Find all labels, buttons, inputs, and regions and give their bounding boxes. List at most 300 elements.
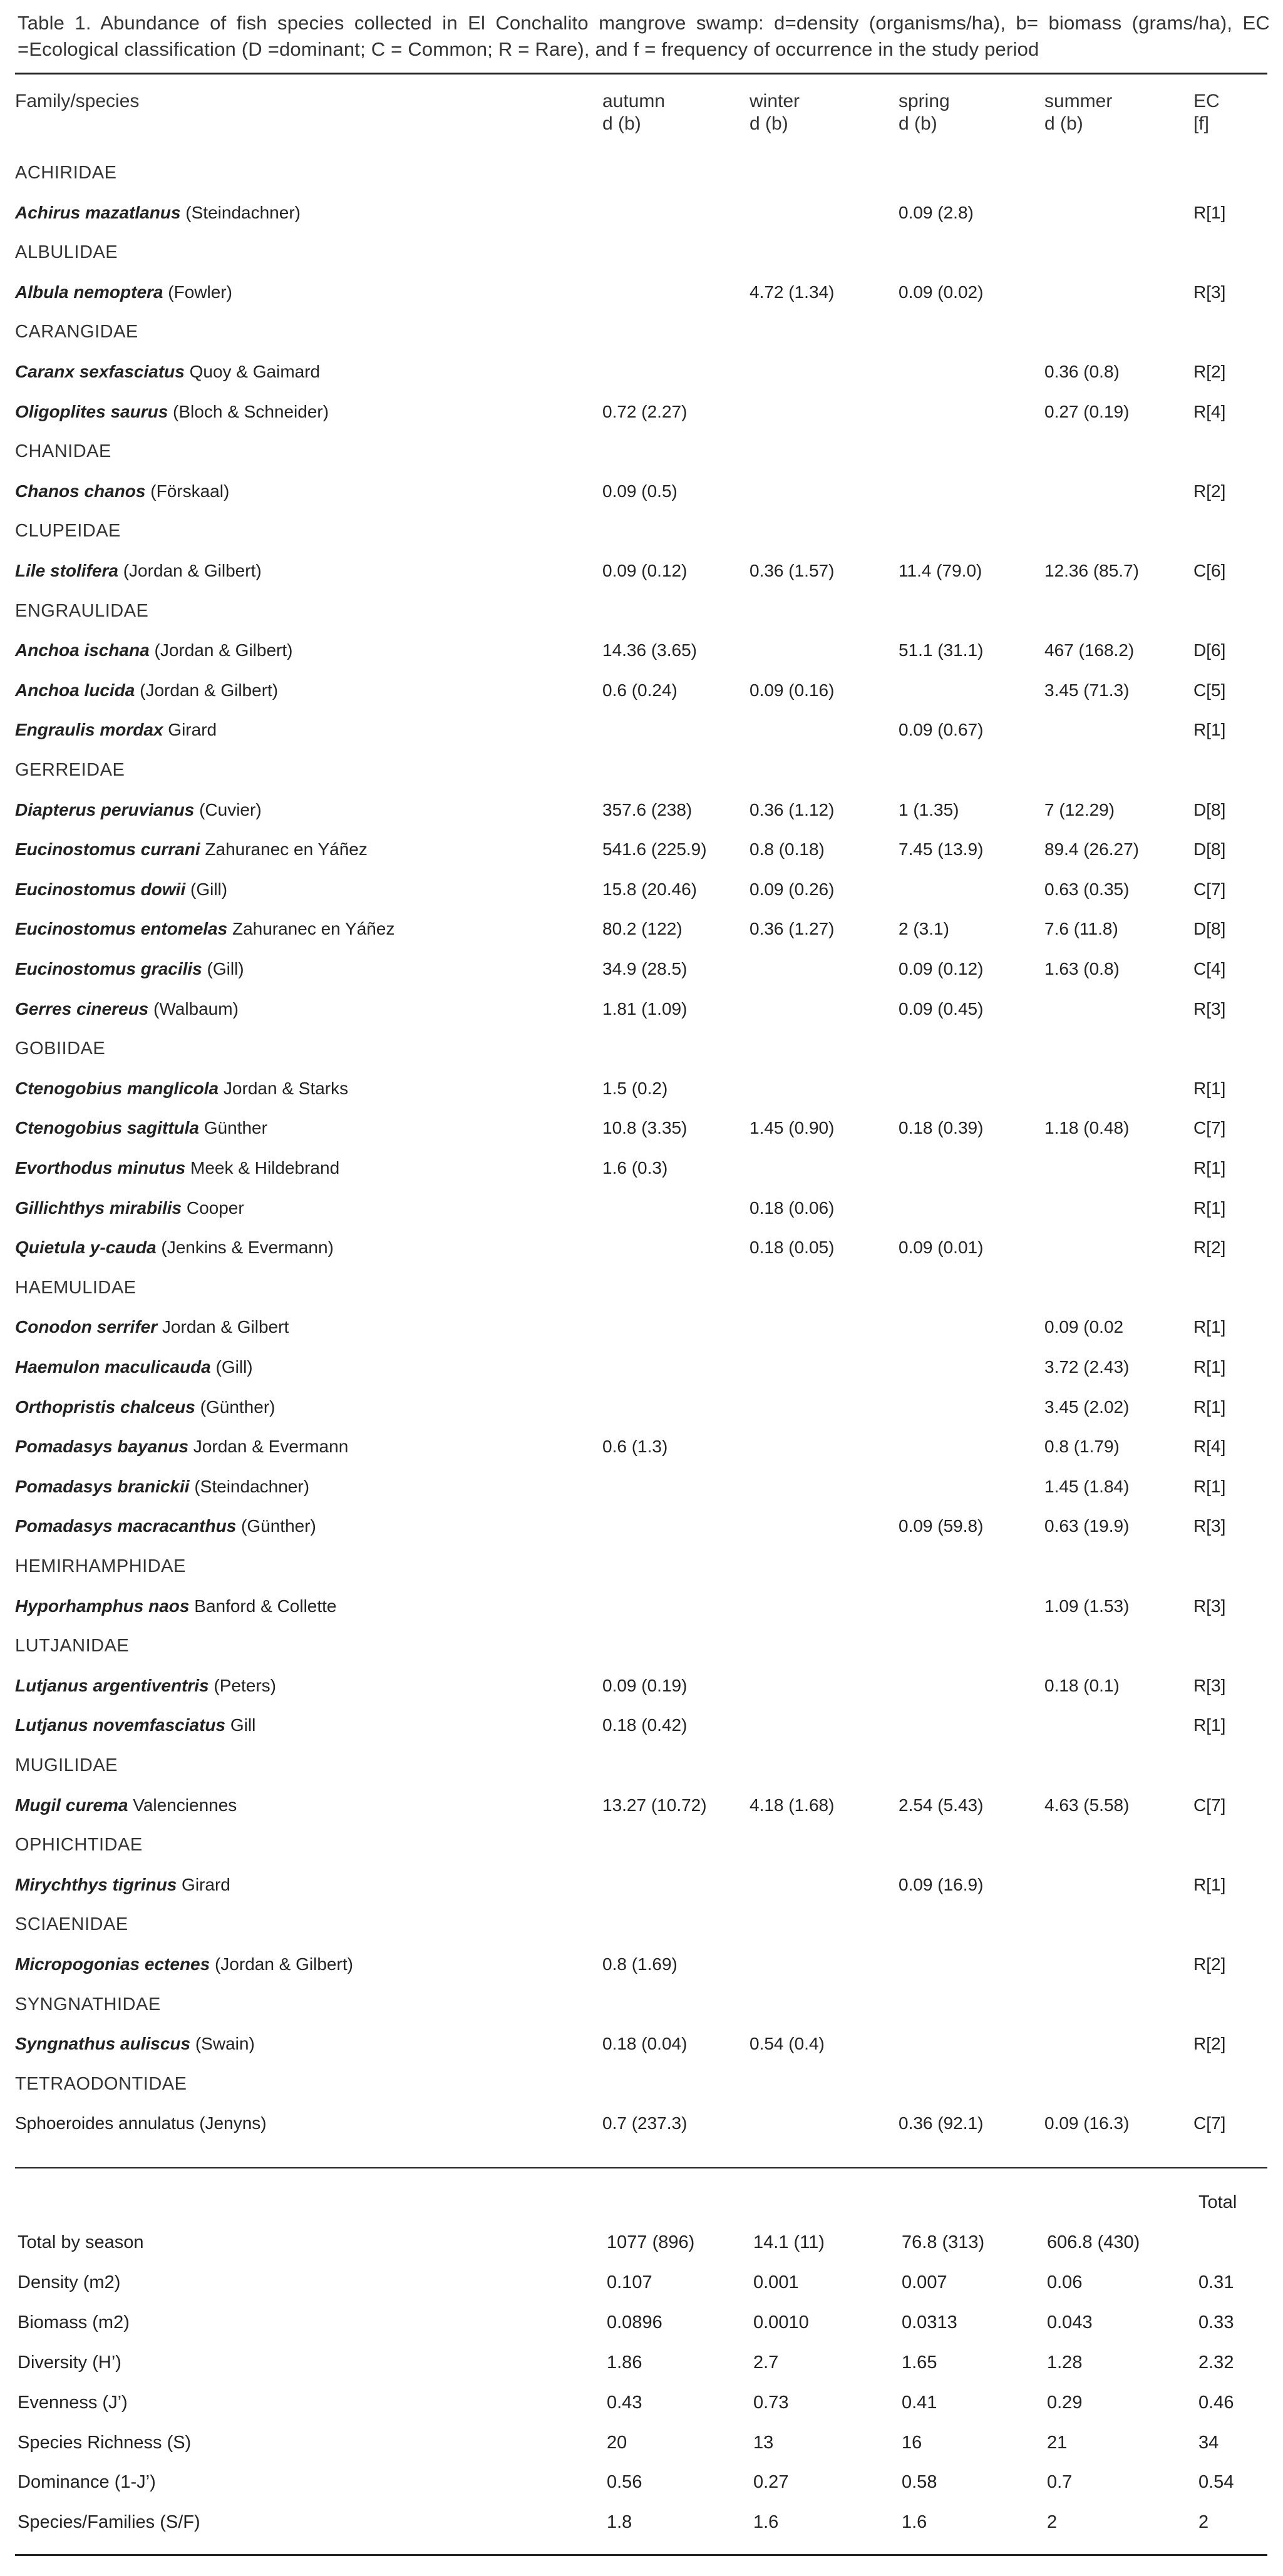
species-name: Anchoa ischana xyxy=(15,640,150,660)
autumn-value: 357.6 (238) xyxy=(602,799,693,819)
ec-value: R[3] xyxy=(1193,282,1226,302)
ec-value: R[1] xyxy=(1193,1874,1226,1894)
species-authority: (Walbaum) xyxy=(148,998,239,1019)
ec-value: C[7] xyxy=(1193,1795,1226,1815)
summer-value: 0.63 (0.35) xyxy=(1044,879,1130,899)
summary-row xyxy=(0,2502,1283,2542)
total-value: 2.32 xyxy=(1198,2352,1234,2373)
summer-value: 1.28 xyxy=(1047,2352,1083,2373)
summer-value: 0.09 (16.3) xyxy=(1044,2113,1130,2133)
species-name: Gillichthys mirabilis xyxy=(15,1198,182,1218)
header-spring xyxy=(899,88,950,140)
autumn-value: 0.72 (2.27) xyxy=(602,401,688,421)
species-name: Ctenogobius sagittula xyxy=(15,1118,199,1138)
species-row xyxy=(0,909,1283,949)
winter-value: 2.7 xyxy=(753,2352,779,2373)
summary-label: Density (m2) xyxy=(18,2272,121,2292)
species-cell xyxy=(15,352,320,392)
species-row xyxy=(0,1705,1283,1745)
winter-value: 1.6 xyxy=(753,2512,779,2533)
summary-label: Species Richness (S) xyxy=(18,2432,192,2453)
spring-value: 0.09 (0.12) xyxy=(899,959,984,978)
family-name: CLUPEIDAE xyxy=(15,521,121,541)
species-cell xyxy=(15,1506,316,1546)
ec-value: R[1] xyxy=(1193,1715,1226,1735)
summer-value: 0.09 (0.02 xyxy=(1044,1317,1124,1337)
species-row xyxy=(0,1108,1283,1148)
species-name: Lile stolifera xyxy=(15,561,118,580)
header-winter xyxy=(750,88,800,140)
autumn-value: 0.09 (0.5) xyxy=(602,481,678,501)
header-winter-label: winter xyxy=(750,91,800,111)
autumn-value: 10.8 (3.35) xyxy=(602,1118,688,1138)
species-name: Hyporhamphus naos xyxy=(15,1596,190,1616)
spring-value: 2 (3.1) xyxy=(899,919,949,939)
header-summer-sub: d (b) xyxy=(1044,113,1083,134)
species-name: Eucinostomus gracilis xyxy=(15,959,202,978)
species-cell xyxy=(15,471,229,511)
species-name: Albula nemoptera xyxy=(15,282,163,302)
summary-row xyxy=(0,2462,1283,2502)
autumn-value: 13.27 (10.72) xyxy=(602,1795,707,1815)
species-cell xyxy=(15,1387,275,1427)
summer-value: 4.63 (5.58) xyxy=(1044,1795,1130,1815)
species-authority: Jordan & Gilbert xyxy=(157,1317,289,1337)
summary-row xyxy=(0,2302,1283,2343)
top-rule xyxy=(15,73,1267,74)
species-cell xyxy=(15,1944,353,1984)
header-summer-label: summer xyxy=(1044,91,1113,111)
header-spring-label: spring xyxy=(899,91,950,111)
total-value: 0.46 xyxy=(1198,2392,1234,2413)
species-name: Evorthodus minutus xyxy=(15,1158,186,1178)
species-authority: Zahuranec en Yáñez xyxy=(200,839,368,860)
family-row xyxy=(0,1984,1283,2024)
species-row xyxy=(0,829,1283,870)
autumn-value: 0.09 (0.12) xyxy=(602,561,688,580)
family-name: GOBIIDAE xyxy=(15,1039,106,1059)
species-authority: (Jenkins & Evermann) xyxy=(156,1238,334,1258)
species-cell xyxy=(15,829,368,870)
winter-value: 0.001 xyxy=(753,2272,799,2292)
species-name: Pomadasys macracanthus xyxy=(15,1516,237,1536)
summer-value: 0.27 (0.19) xyxy=(1044,401,1130,421)
spring-value: 0.41 xyxy=(902,2392,937,2413)
species-name: Chanos chanos xyxy=(15,481,146,501)
ec-value: D[8] xyxy=(1193,919,1226,939)
species-cell xyxy=(15,1188,244,1228)
ec-value: D[8] xyxy=(1193,799,1226,819)
autumn-value: 0.7 (237.3) xyxy=(602,2113,688,2133)
summary-label: Dominance (1-J’) xyxy=(18,2472,156,2493)
species-cell xyxy=(15,1148,339,1188)
autumn-value: 0.43 xyxy=(607,2392,642,2413)
winter-value: 0.18 (0.06) xyxy=(750,1198,835,1218)
summer-value: 467 (168.2) xyxy=(1044,640,1135,660)
species-cell xyxy=(15,2024,255,2064)
ec-value: C[7] xyxy=(1193,2113,1226,2133)
family-row xyxy=(0,1029,1283,1069)
family-row xyxy=(0,2064,1283,2104)
species-name: Engraulis mordax xyxy=(15,720,163,740)
family-row xyxy=(0,1268,1283,1308)
species-authority: (Förskaal) xyxy=(145,481,230,501)
family-name: SCIAENIDAE xyxy=(15,1914,128,1935)
summer-value: 21 xyxy=(1047,2432,1068,2453)
species-authority: (Jordan & Gilbert) xyxy=(210,1954,353,1974)
species-row xyxy=(0,989,1283,1029)
summer-value: 2 xyxy=(1047,2512,1058,2533)
species-row xyxy=(0,949,1283,989)
species-name: Eucinostomus dowii xyxy=(15,879,186,899)
species-row xyxy=(0,1586,1283,1626)
spring-value: 0.09 (0.02) xyxy=(899,282,984,302)
autumn-value: 1.6 (0.3) xyxy=(602,1158,668,1178)
species-authority: (Steindachner) xyxy=(180,202,301,222)
species-cell xyxy=(15,1069,348,1109)
ec-value: R[1] xyxy=(1193,202,1226,222)
species-name: Gerres cinereus xyxy=(15,998,149,1019)
family-row xyxy=(0,511,1283,551)
species-row xyxy=(0,1467,1283,1507)
spring-value: 0.09 (0.45) xyxy=(899,998,984,1019)
summary-row xyxy=(0,2423,1283,2463)
species-name: Eucinostomus currani xyxy=(15,839,200,860)
family-row xyxy=(0,1626,1283,1666)
species-cell xyxy=(15,1108,267,1148)
spring-value: 76.8 (313) xyxy=(902,2232,985,2252)
total-value: 2 xyxy=(1198,2512,1209,2533)
summer-value: 12.36 (85.7) xyxy=(1044,561,1139,580)
species-authority: (Gill) xyxy=(185,879,228,899)
species-cell xyxy=(15,1347,253,1387)
species-name: Pomadasys bayanus xyxy=(15,1437,189,1457)
species-cell xyxy=(15,272,232,312)
species-authority: (Steindachner) xyxy=(189,1476,310,1496)
ec-value: R[2] xyxy=(1193,1954,1226,1974)
species-name: Caranx sexfasciatus xyxy=(15,362,185,381)
total-value: 0.54 xyxy=(1198,2472,1234,2493)
spring-value: 1 (1.35) xyxy=(899,799,959,819)
species-row xyxy=(0,790,1283,830)
species-row xyxy=(0,1865,1283,1905)
species-authority: (Günther) xyxy=(195,1397,276,1417)
species-cell xyxy=(15,1307,289,1347)
family-name: HEMIRHAMPHIDAE xyxy=(15,1556,186,1576)
table-header xyxy=(0,88,1283,140)
autumn-value: 15.8 (20.46) xyxy=(602,879,697,899)
summer-value: 3.45 (71.3) xyxy=(1044,680,1130,700)
family-name: TETRAODONTIDAE xyxy=(15,2073,187,2094)
autumn-value: 1.86 xyxy=(607,2352,642,2373)
species-cell xyxy=(15,1467,309,1507)
ec-value: R[1] xyxy=(1193,1317,1226,1337)
species-authority: Girard xyxy=(177,1874,230,1894)
autumn-value: 0.18 (0.04) xyxy=(602,2034,688,2054)
summer-value: 7 (12.29) xyxy=(1044,799,1115,819)
species-row xyxy=(0,392,1283,432)
species-authority: (Swain) xyxy=(190,2034,255,2054)
header-winter-sub: d (b) xyxy=(750,113,788,134)
species-row xyxy=(0,272,1283,312)
summary-total-header: Total xyxy=(1198,2192,1237,2212)
spring-value: 7.45 (13.9) xyxy=(899,839,984,860)
spring-value: 2.54 (5.43) xyxy=(899,1795,984,1815)
species-name: Mirychthys tigrinus xyxy=(15,1874,177,1894)
species-row xyxy=(0,630,1283,670)
ec-value: C[7] xyxy=(1193,879,1226,899)
autumn-value: 0.18 (0.42) xyxy=(602,1715,688,1735)
species-authority: Meek & Hildebrand xyxy=(185,1158,340,1178)
ec-value: R[2] xyxy=(1193,481,1226,501)
species-cell xyxy=(15,1427,348,1467)
ec-value: R[4] xyxy=(1193,1437,1226,1457)
species-row xyxy=(0,1347,1283,1387)
species-authority: Quoy & Gaimard xyxy=(184,362,321,381)
winter-value: 0.73 xyxy=(753,2392,789,2413)
autumn-value: 1.5 (0.2) xyxy=(602,1078,668,1098)
ec-value: R[3] xyxy=(1193,1596,1226,1616)
autumn-value: 0.8 (1.69) xyxy=(602,1954,678,1974)
autumn-value: 1.8 xyxy=(607,2512,632,2533)
species-row xyxy=(0,1148,1283,1188)
autumn-value: 0.0896 xyxy=(607,2312,662,2332)
autumn-value: 1.81 (1.09) xyxy=(602,998,688,1019)
species-row xyxy=(0,1188,1283,1228)
winter-value: 0.09 (0.16) xyxy=(750,680,835,700)
species-authority: Valenciennes xyxy=(128,1795,237,1815)
species-authority: Jordan & Starks xyxy=(219,1078,349,1098)
species-cell xyxy=(15,790,262,830)
species-row xyxy=(0,1944,1283,1984)
spring-value: 0.09 (0.67) xyxy=(899,720,984,740)
species-row xyxy=(0,870,1283,910)
summer-value: 7.6 (11.8) xyxy=(1044,919,1118,939)
header-autumn xyxy=(602,88,665,140)
spring-value: 0.09 (0.01) xyxy=(899,1238,984,1258)
winter-value: 0.36 (1.27) xyxy=(750,919,835,939)
family-row xyxy=(0,232,1283,272)
summer-value: 0.7 xyxy=(1047,2472,1073,2493)
header-ec xyxy=(1193,88,1220,140)
ec-value: R[2] xyxy=(1193,1238,1226,1258)
species-authority: (Günther) xyxy=(236,1516,316,1536)
ec-value: C[6] xyxy=(1193,561,1226,580)
winter-value: 4.18 (1.68) xyxy=(750,1795,835,1815)
autumn-value: 0.6 (0.24) xyxy=(602,680,678,700)
species-cell xyxy=(15,1705,255,1745)
species-row xyxy=(0,2103,1283,2143)
ec-value: R[3] xyxy=(1193,1675,1226,1695)
summary-label: Evenness (J’) xyxy=(18,2392,128,2413)
family-name: OPHICHTIDAE xyxy=(15,1835,143,1855)
species-authority: (Gill) xyxy=(202,959,244,978)
species-cell xyxy=(15,710,217,750)
family-row xyxy=(0,1745,1283,1785)
species-cell xyxy=(15,392,329,432)
bottom-rule xyxy=(15,2554,1267,2556)
header-spring-sub: d (b) xyxy=(899,113,937,134)
spring-value: 0.09 (2.8) xyxy=(899,202,974,222)
header-autumn-sub: d (b) xyxy=(602,113,641,134)
total-value: 34 xyxy=(1198,2432,1219,2453)
ec-value: D[8] xyxy=(1193,839,1226,860)
spring-value: 0.09 (59.8) xyxy=(899,1516,984,1536)
autumn-value: 14.36 (3.65) xyxy=(602,640,697,660)
species-row xyxy=(0,1307,1283,1347)
winter-value: 0.27 xyxy=(753,2472,789,2493)
ec-value: R[1] xyxy=(1193,1357,1226,1377)
spring-value: 0.58 xyxy=(902,2472,937,2493)
summary-header-row xyxy=(0,2182,1283,2222)
autumn-value: 80.2 (122) xyxy=(602,919,683,939)
species-authority: (Gill) xyxy=(210,1357,253,1377)
ec-value: R[1] xyxy=(1193,1476,1226,1496)
species-authority: Banford & Collette xyxy=(189,1596,337,1616)
species-row xyxy=(0,670,1283,711)
autumn-value: 0.09 (0.19) xyxy=(602,1675,688,1695)
spring-value: 1.65 xyxy=(902,2352,937,2373)
species-name: Conodon serrifer xyxy=(15,1317,158,1337)
summary-label: Diversity (H’) xyxy=(18,2352,121,2373)
summer-value: 0.06 xyxy=(1047,2272,1083,2292)
family-name: ACHIRIDAE xyxy=(15,163,117,183)
spring-value: 0.18 (0.39) xyxy=(899,1118,984,1138)
species-row xyxy=(0,1506,1283,1546)
species-name: Anchoa lucida xyxy=(15,680,135,700)
species-name: Sphoeroides annulatus (Jenyns) xyxy=(15,2113,267,2133)
species-row xyxy=(0,1666,1283,1706)
species-name: Haemulon maculicauda xyxy=(15,1357,211,1377)
winter-value: 0.18 (0.05) xyxy=(750,1238,835,1258)
family-row xyxy=(0,750,1283,790)
ec-value: C[4] xyxy=(1193,959,1226,978)
header-ec-sub: [f] xyxy=(1193,113,1210,134)
species-row xyxy=(0,193,1283,233)
summary-row xyxy=(0,2383,1283,2423)
ec-value: R[3] xyxy=(1193,998,1226,1019)
family-name: CHANIDAE xyxy=(15,441,111,462)
species-name: Syngnathus auliscus xyxy=(15,2034,191,2054)
ec-value: R[1] xyxy=(1193,1198,1226,1218)
species-cell xyxy=(15,1666,276,1706)
spring-value: 51.1 (31.1) xyxy=(899,640,984,660)
autumn-value: 0.56 xyxy=(607,2472,642,2493)
family-name: GERREIDAE xyxy=(15,760,125,780)
ec-value: R[1] xyxy=(1193,1397,1226,1417)
species-row xyxy=(0,551,1283,591)
species-authority: Cooper xyxy=(182,1198,244,1218)
family-name: SYNGNATHIDAE xyxy=(15,1994,161,2014)
summer-value: 0.18 (0.1) xyxy=(1044,1675,1120,1695)
summer-value: 1.09 (1.53) xyxy=(1044,1596,1130,1616)
family-row xyxy=(0,591,1283,631)
autumn-value: 1077 (896) xyxy=(607,2232,695,2252)
ec-value: C[5] xyxy=(1193,680,1226,700)
header-autumn-label: autumn xyxy=(602,91,666,111)
summary-label: Biomass (m2) xyxy=(18,2312,130,2332)
spring-value: 0.36 (92.1) xyxy=(899,2113,984,2133)
species-authority: Günther xyxy=(199,1118,267,1138)
summer-value: 1.45 (1.84) xyxy=(1044,1476,1130,1496)
family-name: MUGILIDAE xyxy=(15,1755,118,1775)
species-cell xyxy=(15,949,244,989)
ec-value: R[1] xyxy=(1193,1078,1226,1098)
family-row xyxy=(0,1825,1283,1865)
species-authority: Gill xyxy=(225,1715,256,1735)
spring-value: 16 xyxy=(902,2432,922,2453)
family-name: LUTJANIDAE xyxy=(15,1636,130,1656)
header-family-species: Family/species xyxy=(15,91,140,111)
family-row xyxy=(0,312,1283,352)
winter-value: 0.8 (0.18) xyxy=(750,839,825,860)
species-cell xyxy=(15,1865,230,1905)
summary-row xyxy=(0,2222,1283,2262)
summary-label: Species/Families (S/F) xyxy=(18,2512,200,2533)
total-value: 0.33 xyxy=(1198,2312,1234,2332)
species-cell xyxy=(15,551,262,591)
species-authority: (Cuvier) xyxy=(194,799,262,819)
header-summer xyxy=(1044,88,1112,140)
summer-value: 0.63 (19.9) xyxy=(1044,1516,1130,1536)
winter-value: 0.36 (1.57) xyxy=(750,561,835,580)
spring-value: 1.6 xyxy=(902,2512,927,2533)
autumn-value: 541.6 (225.9) xyxy=(602,839,707,860)
species-cell xyxy=(15,193,301,233)
winter-value: 14.1 (11) xyxy=(753,2232,825,2252)
summer-value: 1.63 (0.8) xyxy=(1044,959,1120,978)
species-authority: Jordan & Evermann xyxy=(188,1437,349,1457)
species-cell xyxy=(15,1586,337,1626)
species-row xyxy=(0,1228,1283,1268)
ec-value: D[6] xyxy=(1193,640,1226,660)
species-name: Lutjanus novemfasciatus xyxy=(15,1715,226,1735)
summer-value: 0.29 xyxy=(1047,2392,1083,2413)
ec-value: C[7] xyxy=(1193,1118,1226,1138)
species-name: Mugil curema xyxy=(15,1795,128,1815)
species-name: Diapterus peruvianus xyxy=(15,799,195,819)
species-row xyxy=(0,1387,1283,1427)
summer-value: 89.4 (26.27) xyxy=(1044,839,1139,860)
summer-value: 3.45 (2.02) xyxy=(1044,1397,1130,1417)
ec-value: R[2] xyxy=(1193,362,1226,381)
species-name: Ctenogobius manglicola xyxy=(15,1078,219,1098)
spring-value: 0.09 (16.9) xyxy=(899,1874,984,1894)
spring-value: 0.0313 xyxy=(902,2312,957,2332)
species-authority: (Jordan & Gilbert) xyxy=(149,640,293,660)
summer-value: 606.8 (430) xyxy=(1047,2232,1140,2252)
species-cell xyxy=(15,2103,267,2143)
ec-value: R[4] xyxy=(1193,401,1226,421)
autumn-value: 20 xyxy=(607,2432,627,2453)
family-name: HAEMULIDAE xyxy=(15,1277,137,1298)
species-name: Achirus mazatlanus xyxy=(15,202,181,222)
species-cell xyxy=(15,909,394,949)
species-authority: (Jordan & Gilbert) xyxy=(135,680,279,700)
family-row xyxy=(0,1904,1283,1944)
summer-value: 0.043 xyxy=(1047,2312,1093,2332)
winter-value: 0.0010 xyxy=(753,2312,809,2332)
spring-value: 11.4 (79.0) xyxy=(899,561,982,580)
species-cell xyxy=(15,989,239,1029)
species-cell xyxy=(15,1228,334,1268)
winter-value: 0.36 (1.12) xyxy=(750,799,835,819)
species-name: Oligoplites saurus xyxy=(15,401,168,421)
winter-value: 1.45 (0.90) xyxy=(750,1118,835,1138)
species-authority: (Fowler) xyxy=(163,282,232,302)
summary-row xyxy=(0,2262,1283,2302)
species-row xyxy=(0,471,1283,511)
